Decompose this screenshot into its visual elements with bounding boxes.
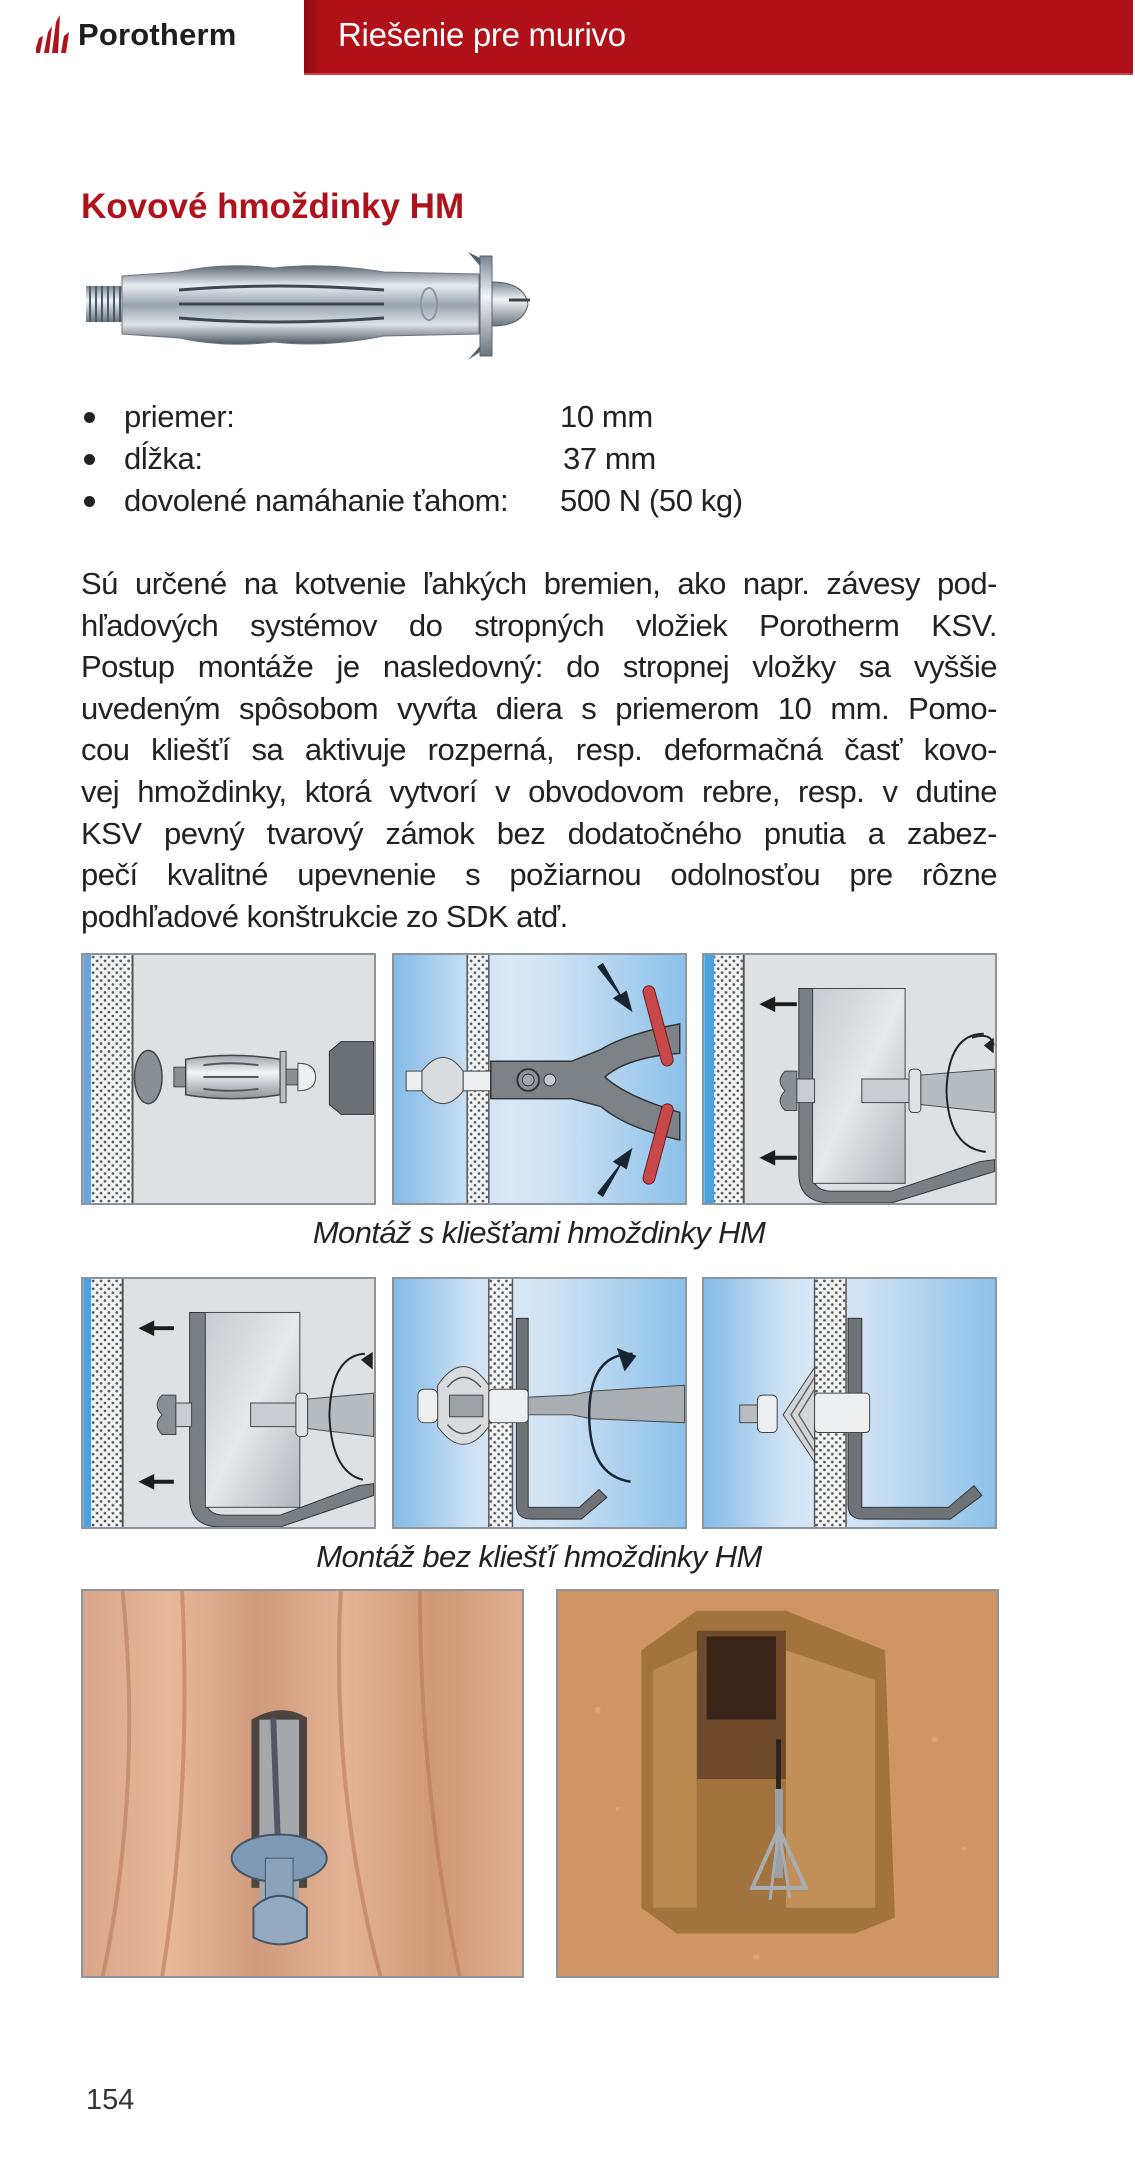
paragraph-line: KSV pevný tvarový zámok bez dodatočného pnutia a zabez-: [81, 815, 997, 851]
spec-value: 500 N (50 kg): [560, 483, 743, 518]
page-number: 154: [86, 2084, 135, 2116]
paragraph-line: pečí kvalitné upevnenie s požiarnou odolnosťou pre rôzne: [81, 857, 997, 893]
anchor-in-brick-rib-photo: [81, 1589, 524, 1978]
expand-anchor-with-pliers-diagram: [392, 953, 687, 1205]
spec-item-length: [82, 438, 982, 480]
product-title: Kovové hmoždinky HM: [81, 187, 465, 226]
spec-label: dovolené namáhanie ťahom:: [124, 483, 509, 518]
tighten-screw-expand-anchor-diagram: [392, 1277, 687, 1529]
figure-caption-with-pliers: Montáž s kliešťami hmoždinky HM: [312, 1215, 766, 1250]
anchor-expanded-in-wall-diagram: [702, 1277, 997, 1529]
metal-hollow-wall-anchor-photo: [84, 238, 536, 372]
paragraph-line: podhľadové konštrukcie zo SDK atď.: [81, 898, 568, 934]
spec-item-tensile-load: [82, 480, 982, 522]
spec-value: 10 mm: [560, 399, 653, 434]
paragraph-line: Sú určené na kotvenie ľahkých bremien, ako napr. závesy pod-: [81, 566, 997, 601]
porotherm-bars-logo-icon: [36, 12, 72, 54]
spec-value: 37 mm: [563, 441, 656, 476]
spec-label: dĺžka:: [124, 441, 203, 476]
paragraph-line: Postup montáže je nasledovný: do stropnej vložky sa vyššie: [81, 649, 997, 685]
brand-name: Porotherm: [78, 17, 237, 52]
anchor-in-ksv-cavity-photo: [556, 1589, 999, 1978]
spec-list: [82, 396, 982, 522]
spec-item-diameter: [82, 396, 982, 438]
paragraph-line: hľadových systémov do stropných vložiek Porotherm KSV.: [81, 607, 997, 643]
figure-caption-without-pliers: Montáž bez kliešťí hmoždinky HM: [316, 1539, 762, 1574]
spec-label: priemer:: [124, 399, 235, 434]
section-title: Riešenie pre murivo: [338, 16, 626, 53]
paragraph-line: vej hmoždinky, ktorá vytvorí v obvodovom rebre, resp. v dutine: [81, 773, 997, 809]
description-paragraph: [81, 563, 997, 937]
section-header-band: [304, 0, 1133, 75]
insert-anchor-into-hole-diagram: [81, 953, 376, 1205]
porotherm-logo: [36, 12, 276, 56]
attach-hanger-screw-diagram: [81, 1277, 376, 1529]
paragraph-line: uvedeným spôsobom vyvŕta diera s priemerom 10 mm. Pomo-: [81, 690, 997, 726]
paragraph-line: cou kliešťí sa aktivuje rozperná, resp. deformačná časť kovo-: [81, 732, 997, 768]
attach-hanger-screw-diagram: [702, 953, 997, 1205]
